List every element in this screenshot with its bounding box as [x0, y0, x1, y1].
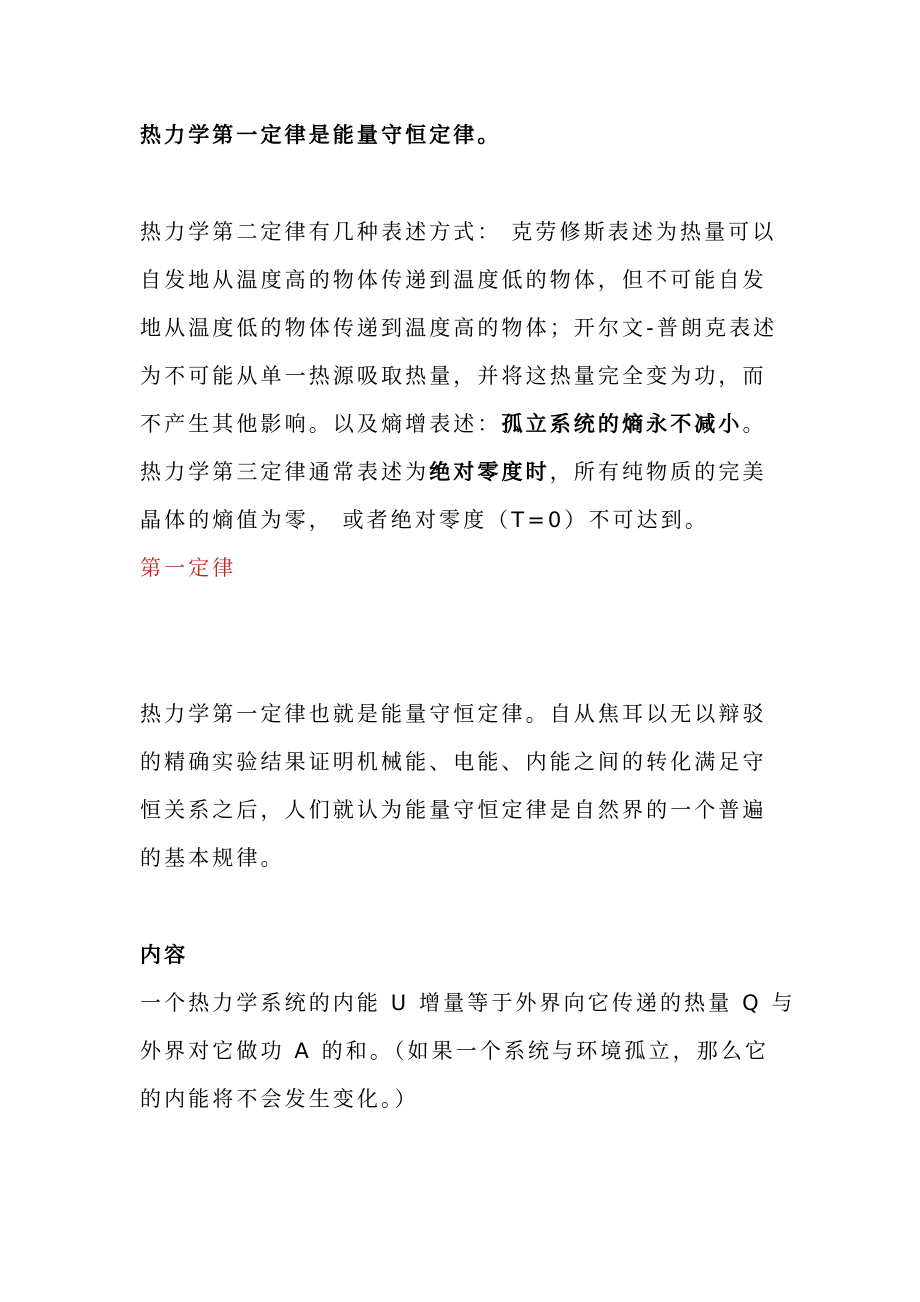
third-law-line-2: 晶体的熵值为零， 或者绝对零度（T=0）不可达到。	[140, 508, 709, 532]
second-law-line-4: 为不可能从单一热源吸取热量，并将这热量完全变为功，而	[140, 364, 767, 388]
heading-first-law: 第一定律	[140, 556, 237, 580]
content-line-1: 一个热力学系统的内能 U 增量等于外界向它传递的热量 Q 与	[140, 991, 796, 1015]
intro-line-1: 热力学第一定律也就是能量守恒定律。自从焦耳以无以辩驳	[140, 702, 767, 726]
third-law-line-1	[140, 458, 767, 486]
intro-line-2: 的精确实验结果证明机械能、电能、内能之间的转化满足守	[140, 750, 767, 774]
content-line-3: 的内能将不会发生变化。）	[140, 1087, 419, 1111]
first-law-statement: 热力学第一定律是能量守恒定律。	[140, 123, 502, 147]
intro-line-3: 恒关系之后，人们就认为能量守恒定律是自然界的一个普遍	[140, 798, 767, 822]
second-law-line-2: 自发地从温度高的物体传递到温度低的物体，但不可能自发	[140, 268, 767, 292]
heading-content: 内容	[140, 943, 189, 967]
second-law-line-5-text: 不产生其他影响。以及熵增表述：	[140, 412, 502, 436]
second-law-line-5	[140, 410, 767, 438]
absolute-zero-emphasis: 绝对零度时	[429, 460, 550, 484]
third-law-line-1-text: 热力学第三定律通常表述为	[140, 460, 430, 484]
second-law-line-5-end: 。	[742, 412, 767, 436]
intro-line-4: 的基本规律。	[140, 846, 285, 870]
second-law-line-1: 热力学第二定律有几种表述方式： 克劳修斯表述为热量可以	[140, 220, 777, 244]
entropy-statement: 孤立系统的熵永不减小	[501, 412, 743, 436]
second-law-line-3: 地从温度低的物体传递到温度高的物体；开尔文-普朗克表述	[140, 316, 778, 340]
content-line-2: 外界对它做功 A 的和。（如果一个系统与环境孤立，那么它	[140, 1039, 770, 1063]
third-law-line-1-end: ，所有纯物质的完美	[549, 460, 767, 484]
